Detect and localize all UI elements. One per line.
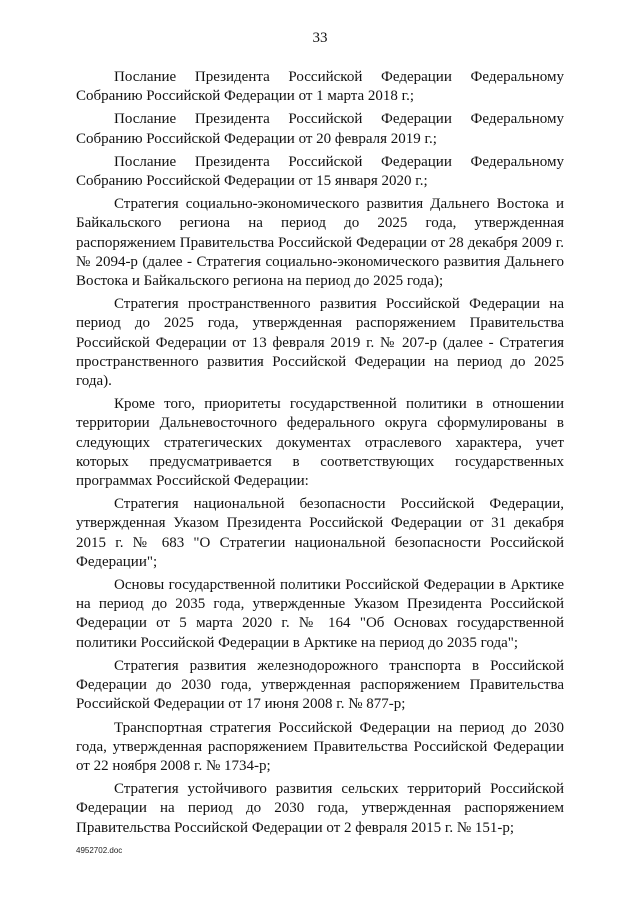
page-number: 33 bbox=[312, 30, 328, 46]
paragraph: Стратегия национальной безопасности Российской Федерации, утвержденная Указом Президента Российской Федерации от 31 декабря 2015 г. № 683 "О Стратегии национальной безопасности Российской Федерации"; bbox=[76, 496, 564, 570]
paragraph: Транспортная стратегия Российской Федерации на период до 2030 года, утвержденная распоряжением Правительства Российской Федерации от 22 ноября 2008 г. № 1734-р; bbox=[76, 719, 564, 774]
paragraph: Стратегия социально-экономического развития Дальнего Востока и Байкальского региона на период до 2025 года, утвержденная распоряжением Правительства Российской Федерации от 28 декабря 2009 г. № 2094-р (далее - Стратегия социально-экономического развития Дальнего Востока и Байкальского региона на период до 2025 года); bbox=[76, 196, 564, 290]
document-file-id: 4952702.doc bbox=[76, 846, 123, 855]
paragraph: Стратегия пространственного развития Российской Федерации на период до 2025 года, утвержденная распоряжением Правительства Российской Федерации от 13 февраля 2019 г. № 207-р (далее - Стратегия пространственного развития Российской Федерации на период до 2025 года). bbox=[76, 296, 564, 390]
paragraph: Основы государственной политики Российской Федерации в Арктике на период до 2035 года, утвержденные Указом Президента Российской Федерации от 5 марта 2020 г. № 164 "Об Основах государственной политики Российской Федерации в Арктике на период до 2035 года"; bbox=[76, 577, 564, 651]
paragraph: Стратегия развития железнодорожного транспорта в Российской Федерации до 2030 года, утвержденная распоряжением Правительства Российской Федерации от 17 июня 2008 г. № 877-р; bbox=[76, 657, 564, 713]
document-body bbox=[76, 68, 564, 842]
paragraph: Послание Президента Российской Федерации Федеральному Собранию Российской Федерации от 1 марта 2018 г.; bbox=[76, 69, 564, 105]
paragraph: Кроме того, приоритеты государственной политики в отношении территории Дальневосточного федерального округа сформулированы в следующих стратегических документах отраслевого характера, учет которых предусматривается в соответствующих государственных программах Российской Федерации: bbox=[76, 396, 564, 490]
paragraph: Послание Президента Российской Федерации Федеральному Собранию Российской Федерации от 15 января 2020 г.; bbox=[76, 153, 564, 190]
paragraph: Послание Президента Российской Федерации Федеральному Собранию Российской Федерации от 20 февраля 2019 г.; bbox=[76, 111, 564, 147]
paragraph: Стратегия устойчивого развития сельских территорий Российской Федерации на период до 2030 года, утвержденная распоряжением Правительства Российской Федерации от 2 февраля 2015 г. № 151-р; bbox=[76, 781, 564, 836]
